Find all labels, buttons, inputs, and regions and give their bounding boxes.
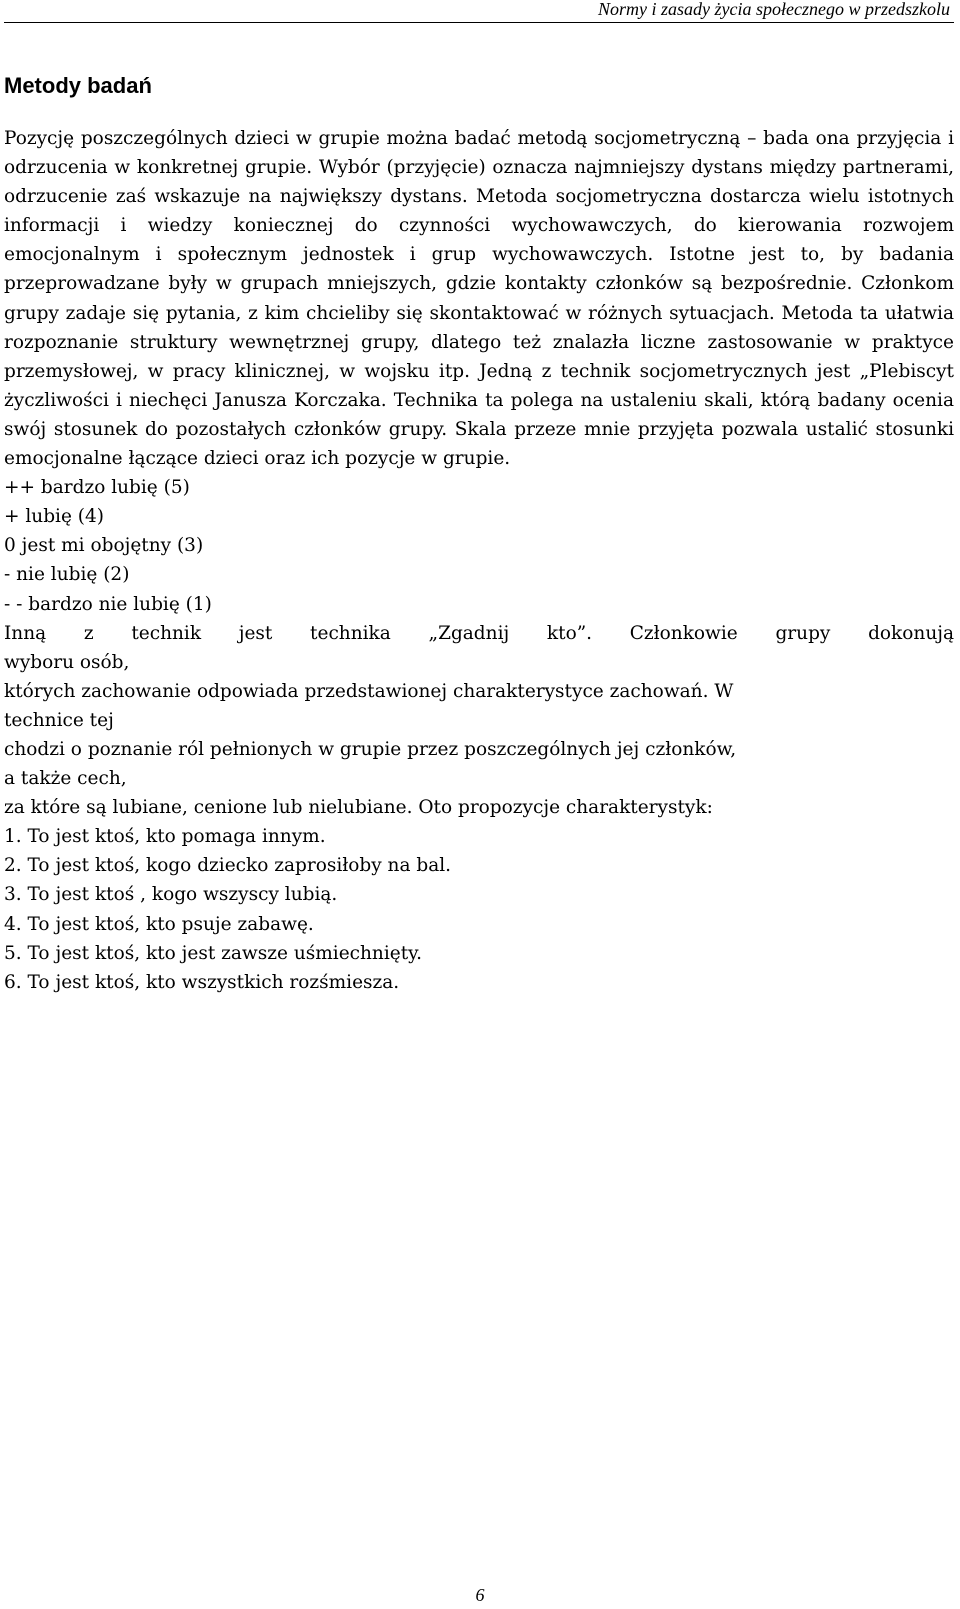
characteristic-item-5: 5. To jest ktoś, kto jest zawsze uśmiechnięty. <box>4 942 423 964</box>
characteristic-item-1: 1. To jest ktoś, kto pomaga innym. <box>4 826 326 848</box>
characteristic-item-6: 6. To jest ktoś, kto wszystkich rozśmiesza. <box>4 971 400 993</box>
scale-item-very-like: ++ bardzo lubię (5) <box>4 477 190 499</box>
scale-item-strongly-dislike: - - bardzo nie lubię (1) <box>4 593 212 615</box>
scale-item-dislike: - nie lubię (2) <box>4 564 130 586</box>
guess-who-line-1: Inną z technik jest technika „Zgadnij kto”. Członkowie grupy dokonują <box>4 622 954 644</box>
section-heading: Metody badań <box>4 73 152 98</box>
page-number: 6 <box>475 1585 485 1605</box>
scale-item-indifferent: 0 jest mi obojętny (3) <box>4 535 204 557</box>
guess-who-line-7: za które są lubiane, cenione lub nielubiane. Oto propozycje charakterystyk: <box>4 797 713 819</box>
document-body <box>4 124 954 997</box>
guess-who-line-2: wyboru osób, <box>4 651 130 673</box>
characteristic-item-4: 4. To jest ktoś, kto psuje zabawę. <box>4 913 314 935</box>
paragraph-sociometric-method: Pozycję poszczególnych dzieci w grupie można badać metodą socjometryczną – bada ona przyjęcia i odrzucenia w konkretnej grupie. Wybór (przyjęcie) oznacza najmniejszy dystans między partnerami, odrzucenie zaś wskazuje na największy dystans. Metoda socjometryczna dostarcza wielu istotnych informacji i wiedzy koniecznej do czynności wychowawczych, do kierowania rozwojem emocjonalnym i społecznym jednostek i grup wychowawczych. Istotne jest to, by badania przeprowadzane były w grupach mniejszych, gdzie kontakty członków są bezpośrednie. Członkom grupy zadaje się pytania, z kim chcieliby się skontaktować w różnych sytuacjach. Metoda ta ułatwia rozpoznanie struktury wewnętrznej grupy, dlatego też znalazła liczne zastosowanie w praktyce przemysłowej, w pracy klinicznej, w wojsku itp. Jedną z technik socjometrycznych jest „Plebiscyt życzliwości i niechęci Janusza Korczaka. Technika ta polega na ustaleniu skali, którą badany ocenia swój stosunek do pozostałych członków grupy. Skala przeze mnie przyjęta pozwala ustalić stosunki emocjonalne łączące dzieci oraz ich pozycje w grupie. <box>4 128 954 470</box>
guess-who-line-6: a także cech, <box>4 768 127 790</box>
guess-who-line-5: chodzi o poznanie ról pełnionych w grupie przez poszczególnych jej członków, <box>4 738 737 760</box>
scale-item-like: + lubię (4) <box>4 506 105 528</box>
header-divider <box>4 22 954 23</box>
running-header: Normy i zasady życia społecznego w przedszkolu <box>598 0 950 19</box>
characteristic-item-2: 2. To jest ktoś, kogo dziecko zaprosiłoby na bal. <box>4 855 452 877</box>
characteristic-item-3: 3. To jest ktoś , kogo wszyscy lubią. <box>4 884 338 906</box>
guess-who-line-4: technice tej <box>4 709 114 731</box>
guess-who-line-3: których zachowanie odpowiada przedstawionej charakterystyce zachowań. W <box>4 680 734 702</box>
